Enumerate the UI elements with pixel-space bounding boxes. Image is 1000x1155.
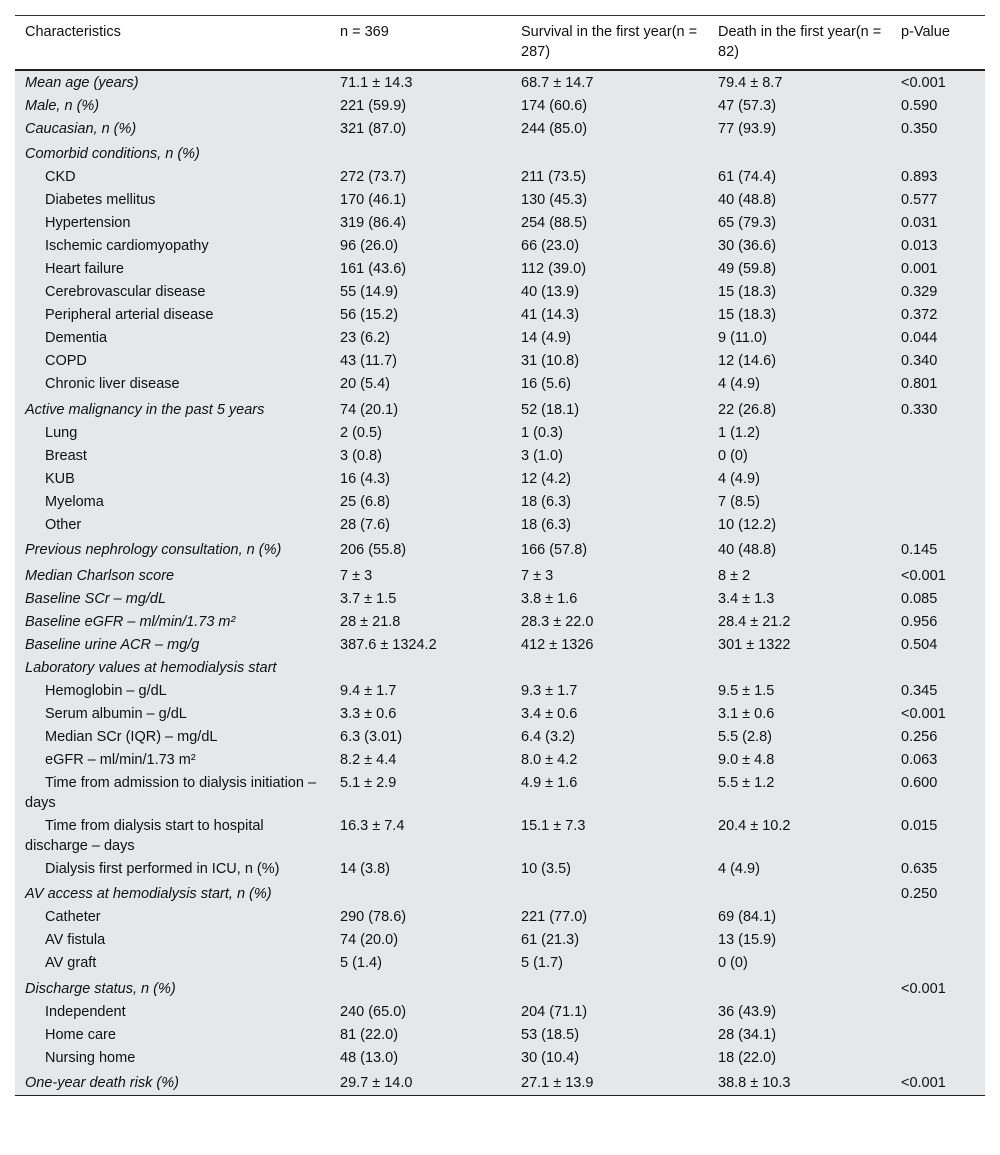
cell-total: 3.7 ± 1.5: [340, 590, 397, 607]
table-row: [15, 857, 985, 880]
cell-death: 9.0 ± 4.8: [718, 751, 775, 768]
cell-death: 38.8 ± 10.3: [718, 1075, 791, 1091]
table-row: [15, 373, 985, 396]
table-row: [15, 656, 985, 679]
cell-survival: 68.7 ± 14.7: [521, 74, 594, 91]
cell-total: 3.3 ± 0.6: [340, 705, 397, 722]
cell-death: 4 (4.9): [718, 470, 760, 487]
row-label: Male, n (%): [25, 97, 100, 114]
cell-survival: 112 (39.0): [521, 261, 587, 277]
cell-death: [708, 880, 891, 906]
cell-p-value: [891, 952, 985, 975]
table-row: [15, 562, 985, 588]
cell-p-value: 0.063: [901, 751, 938, 768]
table-row: [15, 513, 985, 536]
cell-p-value: <0.001: [901, 980, 946, 997]
row-label: Median SCr (IQR) – mg/dL: [45, 728, 218, 745]
table-row: [15, 327, 985, 350]
cell-total: 74 (20.0): [340, 932, 399, 948]
cell-survival: 3 (1.0): [521, 447, 563, 464]
cell-death: 5.5 ± 1.2: [718, 774, 775, 791]
table-row: [15, 906, 985, 929]
header-row: [15, 16, 985, 71]
cell-death: 30 (36.6): [718, 238, 777, 254]
row-label: Chronic liver disease: [45, 376, 180, 392]
cell-total: 5.1 ± 2.9: [340, 774, 397, 791]
cell-total: 2 (0.5): [340, 424, 382, 441]
cell-survival: 12 (4.2): [521, 470, 571, 487]
cell-death: 15 (18.3): [718, 307, 777, 323]
row-label: Dialysis first performed in ICU, n (%): [45, 860, 280, 877]
cell-total: 9.4 ± 1.7: [340, 682, 397, 699]
cell-total: 55 (14.9): [340, 284, 399, 300]
cell-death: 65 (79.3): [718, 215, 777, 231]
cell-total: 319 (86.4): [340, 215, 407, 231]
cell-death: 1 (1.2): [718, 424, 760, 441]
table-row: [15, 140, 985, 166]
cell-death: 13 (15.9): [718, 932, 777, 948]
cell-p-value: <0.001: [901, 567, 946, 584]
header-death: Death in the first year(n = 82): [718, 24, 882, 60]
cell-death: 5.5 (2.8): [718, 728, 772, 745]
row-label: Dementia: [45, 330, 108, 346]
cell-total: [330, 880, 511, 906]
table-row: [15, 304, 985, 327]
table-header: [15, 16, 985, 71]
cell-survival: 31 (10.8): [521, 353, 580, 369]
row-label: eGFR – ml/min/1.73 m²: [45, 751, 196, 768]
cell-survival: [511, 140, 708, 166]
cell-survival: 4.9 ± 1.6: [521, 774, 578, 791]
cell-survival: 66 (23.0): [521, 238, 580, 254]
cell-total: 23 (6.2): [340, 330, 390, 346]
table-row: [15, 396, 985, 422]
cell-p-value: [891, 929, 985, 952]
row-label: Time from admission to dialysis initiation – days: [25, 774, 317, 811]
cell-p-value: [891, 1046, 985, 1069]
cell-survival: 204 (71.1): [521, 1003, 588, 1020]
cell-survival: 211 (73.5): [521, 169, 587, 185]
cell-p-value: 0.330: [901, 401, 938, 418]
table-row: [15, 814, 985, 857]
row-label: Hemoglobin – g/dL: [45, 682, 167, 699]
cell-death: 0 (0): [718, 447, 748, 464]
table-row: [15, 725, 985, 748]
row-label: One-year death risk (%): [25, 1075, 179, 1091]
row-label: COPD: [45, 353, 87, 369]
cell-p-value: [891, 467, 985, 490]
cell-death: 20.4 ± 10.2: [718, 817, 791, 834]
table-row: [15, 536, 985, 562]
cell-p-value: 0.635: [901, 860, 938, 877]
cell-survival: 61 (21.3): [521, 932, 580, 948]
cell-p-value: 0.801: [901, 376, 938, 392]
table-row: [15, 350, 985, 373]
cell-survival: 28.3 ± 22.0: [521, 613, 594, 630]
cell-survival: 10 (3.5): [521, 860, 571, 877]
table-body: [15, 70, 985, 1095]
row-label: Active malignancy in the past 5 years: [25, 401, 265, 418]
cell-p-value: 0.956: [901, 613, 938, 630]
cell-p-value: [891, 656, 985, 679]
cell-p-value: 0.345: [901, 682, 938, 699]
cell-survival: 244 (85.0): [521, 120, 588, 137]
table-row: [15, 1069, 985, 1095]
row-label: Baseline eGFR – ml/min/1.73 m²: [25, 613, 236, 630]
cell-p-value: [891, 1000, 985, 1023]
cell-total: 28 ± 21.8: [340, 613, 401, 630]
table-row: [15, 212, 985, 235]
row-label: Laboratory values at hemodialysis start: [25, 659, 277, 676]
cell-death: 3.1 ± 0.6: [718, 705, 775, 722]
table-row: [15, 235, 985, 258]
cell-p-value: 0.031: [901, 215, 938, 231]
cell-survival: 412 ± 1326: [521, 636, 594, 653]
table-row: [15, 467, 985, 490]
row-label: Cerebrovascular disease: [45, 284, 206, 300]
cell-death: 8 ± 2: [718, 567, 751, 584]
table-row: [15, 70, 985, 94]
row-label: Myeloma: [45, 493, 104, 510]
row-label: Catheter: [45, 909, 101, 925]
cell-p-value: [891, 906, 985, 929]
cell-death: 79.4 ± 8.7: [718, 74, 783, 91]
cell-survival: 8.0 ± 4.2: [521, 751, 578, 768]
cell-p-value: 0.600: [901, 774, 938, 791]
cell-survival: 6.4 (3.2): [521, 728, 575, 745]
cell-death: 301 ± 1322: [718, 636, 791, 653]
cell-survival: 15.1 ± 7.3: [521, 817, 586, 834]
table-row: [15, 975, 985, 1001]
cell-death: 12 (14.6): [718, 353, 777, 369]
table-row: [15, 610, 985, 633]
header-p-value: p-Value: [901, 24, 950, 40]
cell-survival: [511, 975, 708, 1001]
row-label: AV access at hemodialysis start, n (%): [25, 886, 272, 902]
cell-death: 4 (4.9): [718, 376, 760, 392]
cell-survival: 27.1 ± 13.9: [521, 1075, 594, 1091]
cell-death: 69 (84.1): [718, 909, 777, 925]
row-label: Home care: [45, 1026, 116, 1043]
characteristics-table-container: [15, 15, 985, 1096]
cell-p-value: 0.085: [901, 590, 938, 607]
cell-p-value: 0.329: [901, 284, 938, 300]
row-label: Caucasian, n (%): [25, 120, 137, 137]
cell-survival: 7 ± 3: [521, 567, 554, 584]
cell-survival: 53 (18.5): [521, 1026, 580, 1043]
header-survival: Survival in the first year(n = 287): [521, 24, 698, 60]
cell-total: 7 ± 3: [340, 567, 373, 584]
cell-survival: 9.3 ± 1.7: [521, 682, 578, 699]
cell-death: 9.5 ± 1.5: [718, 682, 775, 699]
table-row: [15, 166, 985, 189]
table-row: [15, 1023, 985, 1046]
cell-survival: 3.8 ± 1.6: [521, 590, 578, 607]
row-label: Peripheral arterial disease: [45, 307, 214, 323]
cell-survival: 18 (6.3): [521, 493, 571, 510]
row-label: Ischemic cardiomyopathy: [45, 238, 209, 254]
cell-total: 56 (15.2): [340, 307, 399, 323]
table-row: [15, 444, 985, 467]
cell-total: 48 (13.0): [340, 1049, 399, 1066]
row-label: Median Charlson score: [25, 567, 175, 584]
cell-total: 25 (6.8): [340, 493, 390, 510]
cell-p-value: 0.350: [901, 120, 938, 137]
cell-p-value: 0.504: [901, 636, 938, 653]
cell-survival: 221 (77.0): [521, 909, 588, 925]
cell-total: 81 (22.0): [340, 1026, 399, 1043]
table-row: [15, 771, 985, 814]
cell-death: 28 (34.1): [718, 1026, 777, 1043]
table-row: [15, 880, 985, 906]
row-label: Comorbid conditions, n (%): [25, 146, 200, 162]
cell-p-value: <0.001: [901, 1075, 946, 1091]
table-row: [15, 421, 985, 444]
row-label: Nursing home: [45, 1049, 136, 1066]
cell-death: 28.4 ± 21.2: [718, 613, 791, 630]
cell-p-value: [891, 513, 985, 536]
cell-survival: 40 (13.9): [521, 284, 580, 300]
cell-p-value: 0.013: [901, 238, 938, 254]
table-row: [15, 587, 985, 610]
row-label: AV graft: [45, 955, 97, 971]
cell-death: 3.4 ± 1.3: [718, 590, 775, 607]
table-row: [15, 117, 985, 140]
cell-death: 40 (48.8): [718, 192, 777, 208]
row-label: Diabetes mellitus: [45, 192, 156, 208]
row-label: CKD: [45, 169, 76, 185]
cell-death: [708, 975, 891, 1001]
cell-p-value: <0.001: [901, 705, 946, 722]
row-label: Hypertension: [45, 215, 131, 231]
cell-survival: 14 (4.9): [521, 330, 571, 346]
header-characteristics: Characteristics: [25, 24, 121, 40]
characteristics-table: [15, 15, 985, 1096]
cell-p-value: 0.893: [901, 169, 938, 185]
row-label: Previous nephrology consultation, n (%): [25, 542, 282, 558]
cell-total: 20 (5.4): [340, 376, 390, 392]
table-row: [15, 679, 985, 702]
cell-p-value: 0.340: [901, 353, 938, 369]
row-label: Mean age (years): [25, 74, 139, 91]
cell-p-value: 0.372: [901, 307, 938, 323]
cell-p-value: [891, 1023, 985, 1046]
table-row: [15, 1000, 985, 1023]
header-total-n: n = 369: [340, 24, 389, 40]
cell-total: 206 (55.8): [340, 542, 407, 558]
cell-death: 10 (12.2): [718, 516, 777, 533]
cell-death: 9 (11.0): [718, 330, 767, 346]
table-row: [15, 1046, 985, 1069]
row-label: Baseline urine ACR – mg/g: [25, 636, 200, 653]
row-label: Discharge status, n (%): [25, 980, 176, 997]
cell-total: 96 (26.0): [340, 238, 399, 254]
cell-total: 5 (1.4): [340, 955, 382, 971]
row-label: KUB: [45, 470, 75, 487]
cell-total: [330, 656, 511, 679]
cell-total: 240 (65.0): [340, 1003, 407, 1020]
cell-p-value: 0.256: [901, 728, 938, 745]
cell-p-value: [891, 490, 985, 513]
cell-survival: 41 (14.3): [521, 307, 580, 323]
cell-survival: 166 (57.8): [521, 542, 588, 558]
row-label: Lung: [45, 424, 78, 441]
cell-p-value: 0.577: [901, 192, 938, 208]
cell-total: 161 (43.6): [340, 261, 407, 277]
table-row: [15, 702, 985, 725]
cell-survival: 16 (5.6): [521, 376, 571, 392]
cell-death: [708, 656, 891, 679]
cell-death: [708, 140, 891, 166]
row-label: Time from dialysis start to hospital discharge – days: [25, 817, 264, 854]
cell-total: [330, 975, 511, 1001]
cell-death: 18 (22.0): [718, 1049, 777, 1066]
table-row: [15, 929, 985, 952]
cell-total: 16.3 ± 7.4: [340, 817, 405, 834]
cell-death: 61 (74.4): [718, 169, 777, 185]
table-row: [15, 258, 985, 281]
cell-survival: 174 (60.6): [521, 97, 588, 114]
cell-p-value: [891, 421, 985, 444]
table-row: [15, 189, 985, 212]
cell-p-value: 0.250: [901, 886, 938, 902]
cell-total: 74 (20.1): [340, 401, 399, 418]
cell-total: 14 (3.8): [340, 860, 390, 877]
cell-survival: 30 (10.4): [521, 1049, 580, 1066]
cell-death: 49 (59.8): [718, 261, 777, 277]
table-row: [15, 490, 985, 513]
table-row: [15, 952, 985, 975]
cell-p-value: <0.001: [901, 74, 946, 91]
row-label: Baseline SCr – mg/dL: [25, 590, 167, 607]
cell-p-value: 0.590: [901, 97, 938, 114]
table-row: [15, 748, 985, 771]
row-label: Other: [45, 516, 82, 533]
row-label: Heart failure: [45, 261, 124, 277]
cell-total: 71.1 ± 14.3: [340, 74, 413, 91]
cell-p-value: 0.001: [901, 261, 938, 277]
cell-total: [330, 140, 511, 166]
cell-total: 28 (7.6): [340, 516, 390, 533]
cell-total: 221 (59.9): [340, 97, 407, 114]
cell-p-value: 0.044: [901, 330, 938, 346]
cell-survival: [511, 880, 708, 906]
cell-total: 290 (78.6): [340, 909, 407, 925]
cell-survival: 254 (88.5): [521, 215, 588, 231]
table-row: [15, 281, 985, 304]
cell-total: 8.2 ± 4.4: [340, 751, 397, 768]
cell-total: 29.7 ± 14.0: [340, 1075, 413, 1091]
cell-total: 321 (87.0): [340, 120, 407, 137]
cell-death: 4 (4.9): [718, 860, 760, 877]
cell-survival: 52 (18.1): [521, 401, 580, 418]
table-row: [15, 94, 985, 117]
cell-total: 170 (46.1): [340, 192, 407, 208]
cell-survival: 1 (0.3): [521, 424, 563, 441]
cell-total: 43 (11.7): [340, 353, 397, 369]
cell-total: 272 (73.7): [340, 169, 407, 185]
cell-survival: 130 (45.3): [521, 192, 588, 208]
cell-death: 77 (93.9): [718, 120, 777, 137]
cell-death: 40 (48.8): [718, 542, 777, 558]
cell-total: 16 (4.3): [340, 470, 390, 487]
cell-death: 7 (8.5): [718, 493, 760, 510]
cell-death: 47 (57.3): [718, 97, 777, 114]
cell-death: 22 (26.8): [718, 401, 777, 418]
table-row: [15, 633, 985, 656]
cell-survival: [511, 656, 708, 679]
row-label: AV fistula: [45, 932, 106, 948]
cell-total: 387.6 ± 1324.2: [340, 636, 437, 653]
cell-survival: 3.4 ± 0.6: [521, 705, 578, 722]
cell-survival: 5 (1.7): [521, 955, 563, 971]
cell-survival: 18 (6.3): [521, 516, 571, 533]
cell-p-value: [891, 140, 985, 166]
cell-death: 15 (18.3): [718, 284, 777, 300]
cell-death: 36 (43.9): [718, 1003, 777, 1020]
cell-p-value: 0.145: [901, 542, 938, 558]
cell-total: 6.3 (3.01): [340, 728, 403, 745]
row-label: Independent: [45, 1003, 126, 1020]
cell-total: 3 (0.8): [340, 447, 382, 464]
cell-p-value: 0.015: [901, 817, 938, 834]
row-label: Serum albumin – g/dL: [45, 705, 187, 722]
row-label: Breast: [45, 447, 87, 464]
cell-p-value: [891, 444, 985, 467]
cell-death: 0 (0): [718, 955, 748, 971]
